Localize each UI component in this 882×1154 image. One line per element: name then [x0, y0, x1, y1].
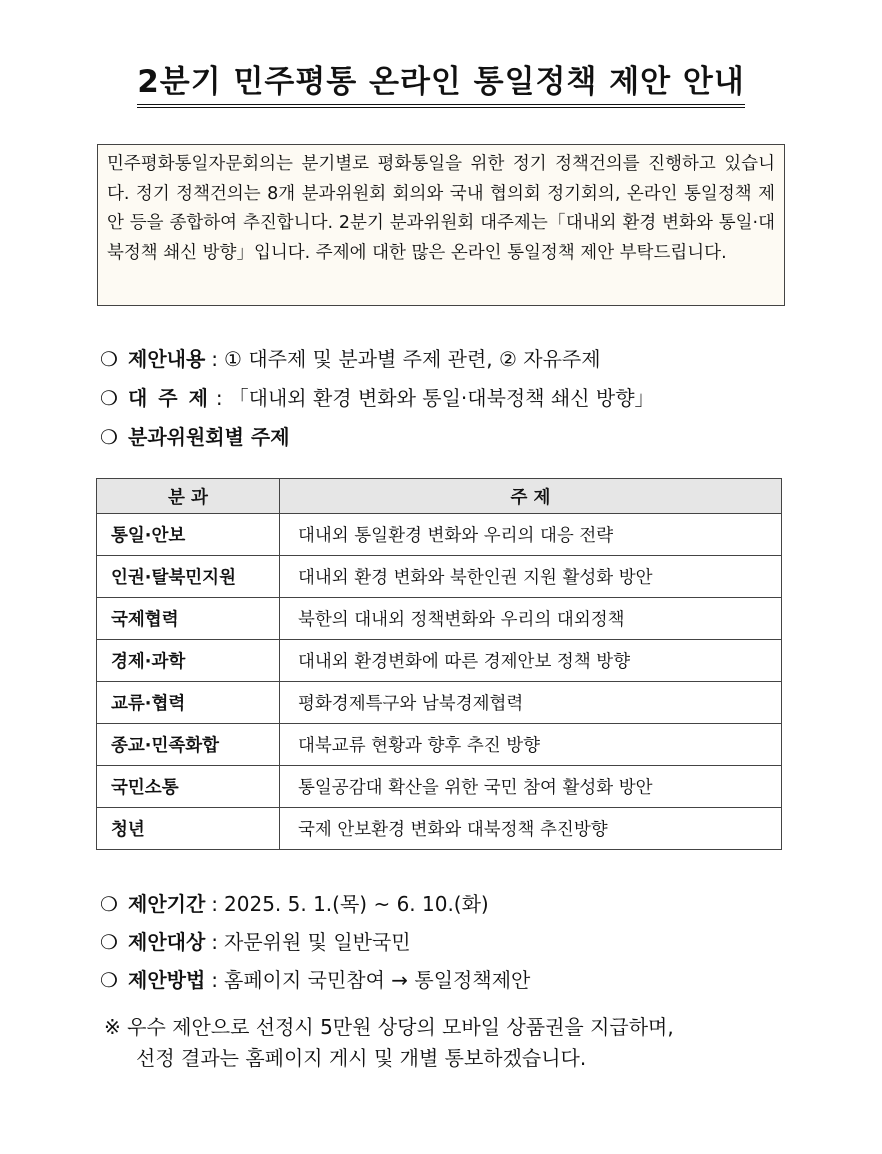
table-row [97, 556, 782, 598]
bullet-value: 2025. 5. 1.(목) ~ 6. 10.(화) [224, 892, 489, 916]
page-title [0, 62, 882, 108]
category-cell: 국제협력 [97, 598, 280, 640]
circle-bullet-icon: ❍ [100, 930, 118, 954]
category-cell: 청년 [97, 808, 280, 850]
topic-cell: 북한의 대내외 정책변화와 우리의 대외정책 [280, 598, 782, 640]
bullet-label: 제안방법 [128, 968, 206, 992]
table-row [97, 808, 782, 850]
category-cell: 경제·과학 [97, 640, 280, 682]
category-cell: 통일·안보 [97, 514, 280, 556]
bullet-proposal-target [100, 928, 411, 956]
bullet-label: 분과위원회별 주제 [128, 425, 290, 449]
table-row [97, 682, 782, 724]
table-row [97, 724, 782, 766]
topic-cell: 대내외 환경변화에 따른 경제안보 정책 방향 [280, 640, 782, 682]
category-cell: 인권·탈북민지원 [97, 556, 280, 598]
subcommittee-topic-table [96, 478, 782, 850]
category-cell: 국민소통 [97, 766, 280, 808]
table-row [97, 640, 782, 682]
topic-cell: 국제 안보환경 변화와 대북정책 추진방향 [280, 808, 782, 850]
bullet-value: 홈페이지 국민참여 → 통일정책제안 [224, 968, 531, 992]
reward-note [104, 1012, 674, 1074]
bullet-separator: : [211, 968, 219, 992]
circle-bullet-icon: ❍ [100, 347, 118, 371]
bullet-proposal-period [100, 890, 489, 918]
category-cell: 교류·협력 [97, 682, 280, 724]
table-header-row [97, 479, 782, 514]
topic-cell: 대내외 통일환경 변화와 우리의 대응 전략 [280, 514, 782, 556]
topic-cell: 통일공감대 확산을 위한 국민 참여 활성화 방안 [280, 766, 782, 808]
category-cell: 종교·민족화합 [97, 724, 280, 766]
bullet-separator: : [211, 892, 219, 916]
bullet-proposal-content [100, 345, 601, 373]
topic-cell: 대북교류 현황과 향후 추진 방향 [280, 724, 782, 766]
circle-bullet-icon: ❍ [100, 892, 118, 916]
bullet-separator: : [211, 930, 219, 954]
bullet-label: 대 주 제 [128, 386, 210, 410]
circle-bullet-icon: ❍ [100, 425, 118, 449]
bullet-subcommittee-topics [100, 423, 290, 451]
topic-cell: 대내외 환경 변화와 북한인권 지원 활성화 방안 [280, 556, 782, 598]
page-title-text: 2분기 민주평통 온라인 통일정책 제안 안내 [137, 62, 745, 108]
note-line-2: 선정 결과는 홈페이지 게시 및 개별 통보하겠습니다. [136, 1046, 587, 1070]
reference-mark-icon: ※ [104, 1015, 121, 1039]
bullet-separator: : [211, 347, 219, 371]
table-row [97, 766, 782, 808]
bullet-main-theme [100, 384, 655, 412]
bullet-separator: : [215, 386, 223, 410]
topic-cell: 평화경제특구와 남북경제협력 [280, 682, 782, 724]
circle-bullet-icon: ❍ [100, 968, 118, 992]
bullet-value: 「대내외 환경 변화와 통일·대북정책 쇄신 방향」 [228, 386, 655, 410]
bullet-value: 자문위원 및 일반국민 [224, 930, 411, 954]
note-line-1: 우수 제안으로 선정시 5만원 상당의 모바일 상품권을 지급하며, [127, 1015, 674, 1039]
table-row [97, 598, 782, 640]
header-category: 분 과 [97, 479, 280, 514]
bullet-proposal-method [100, 966, 530, 994]
circle-bullet-icon: ❍ [100, 386, 118, 410]
table-row [97, 514, 782, 556]
bullet-label: 제안기간 [128, 892, 206, 916]
intro-box: 민주평화통일자문회의는 분기별로 평화통일을 위한 정기 정책건의를 진행하고 있습니다. 정기 정책건의는 8개 분과위원회 회의와 국내 협의회 정기회의, 온라인 통일정책 제안 등을 종합하여 추진합니다. 2분기 분과위원회 대주제는「대내외 환경 변화와 통일·대북정책 쇄신 방향」입니다. 주제에 대한 많은 온라인 통일정책 제안 부탁드립니다. [97, 144, 785, 306]
bullet-label: 제안내용 [128, 347, 206, 371]
bullet-value: ① 대주제 및 분과별 주제 관련, ② 자유주제 [224, 347, 601, 371]
bullet-label: 제안대상 [128, 930, 206, 954]
header-topic: 주 제 [280, 479, 782, 514]
